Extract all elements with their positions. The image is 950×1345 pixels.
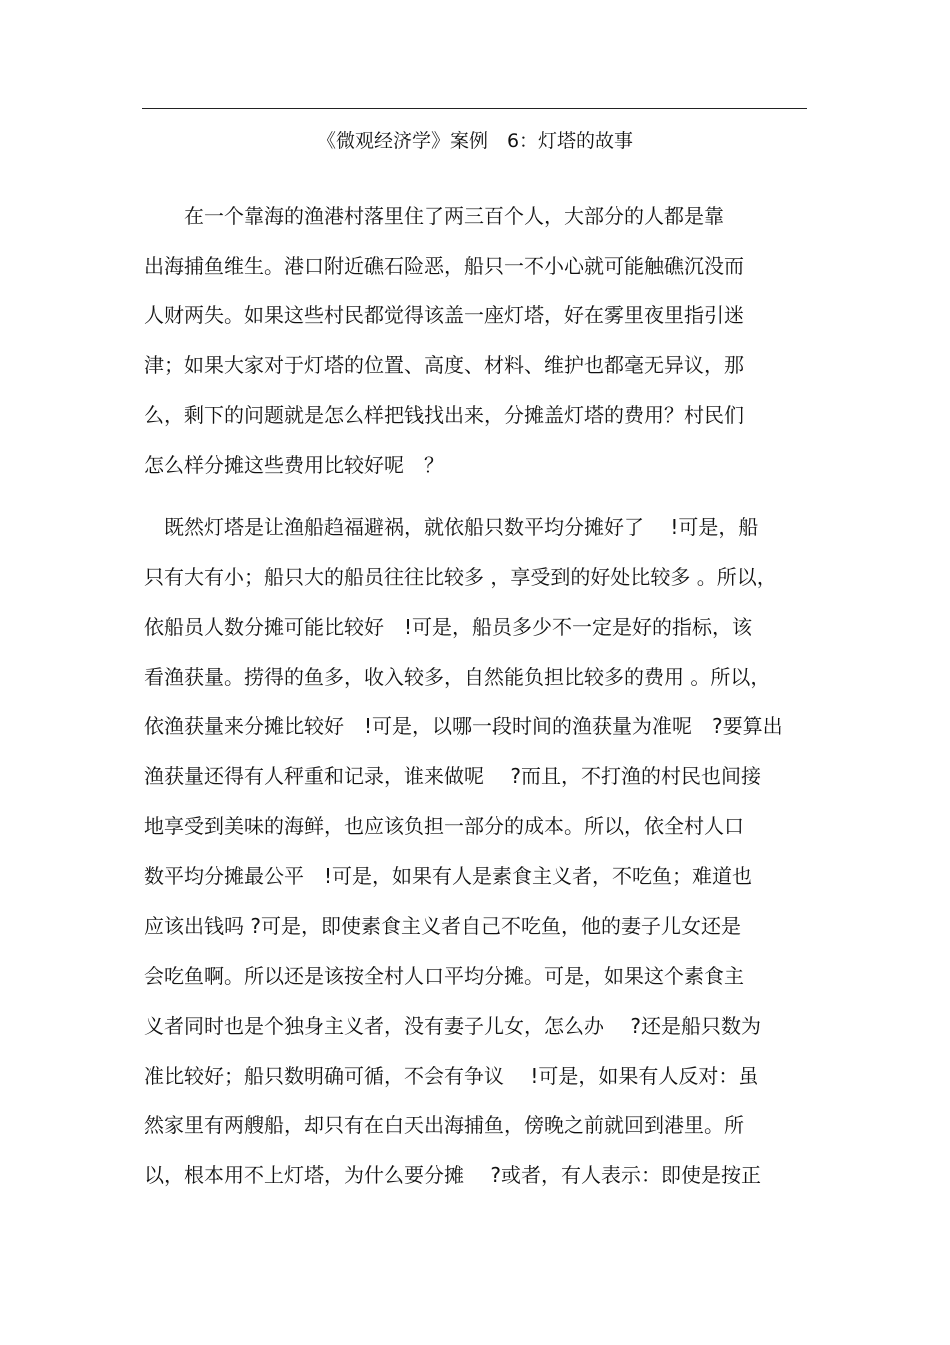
- document-title: 《微观经济学》案例 6：灯塔的故事: [316, 130, 634, 152]
- text-line: 依船员人数分摊可能比较好 !可是，船员多少不一定是好的指标，该: [144, 615, 753, 639]
- text-line: 会吃鱼啊。所以还是该按全村人口平均分摊。可是，如果这个素食主: [144, 964, 744, 988]
- text-line: 津；如果大家对于灯塔的位置、高度、材料、维护也都毫无异议，那: [144, 353, 744, 377]
- text-line: 地享受到美味的海鲜，也应该负担一部分的成本。所以，依全村人口: [144, 814, 744, 838]
- text-line: 义者同时也是个独身主义者，没有妻子儿女，怎么办 ?还是船只数为: [144, 1014, 761, 1038]
- text-line: 依渔获量来分摊比较好 !可是，以哪一段时间的渔获量为准呢 ?要算出: [144, 714, 783, 738]
- text-line: 出海捕鱼维生。港口附近礁石险恶，船只一不小心就可能触礁沉没而: [144, 254, 744, 278]
- text-line: 么，剩下的问题就是怎么样把钱找出来，分摊盖灯塔的费用？村民们: [144, 403, 744, 427]
- top-rule: [142, 108, 807, 109]
- text-line: 然家里有两艘船，却只有在白天出海捕鱼，傍晚之前就回到港里。所: [144, 1113, 744, 1137]
- text-line: 在一个靠海的渔港村落里住了两三百个人，大部分的人都是靠: [144, 204, 724, 228]
- text-line: 看渔获量。捞得的鱼多，收入较多，自然能负担比较多的费用 。所以，: [144, 665, 771, 689]
- text-line: 怎么样分摊这些费用比较好呢 ？: [144, 453, 444, 477]
- text-line: 人财两失。如果这些村民都觉得该盖一座灯塔，好在雾里夜里指引迷: [144, 303, 744, 327]
- text-line: 准比较好；船只数明确可循，不会有争议 !可是，如果有人反对：虽: [144, 1064, 759, 1088]
- text-line: 既然灯塔是让渔船趋福避祸，就依船只数平均分摊好了 !可是，船: [144, 515, 759, 539]
- text-line: 只有大有小；船只大的船员往往比较多 ，享受到的好处比较多 。所以，: [144, 565, 777, 589]
- text-line: 渔获量还得有人秤重和记录，谁来做呢 ?而且，不打渔的村民也间接: [144, 764, 761, 788]
- text-line: 应该出钱吗 ?可是，即使素食主义者自己不吃鱼，他的妻子儿女还是: [144, 914, 741, 938]
- text-line: 数平均分摊最公平 !可是，如果有人是素食主义者，不吃鱼；难道也: [144, 864, 753, 888]
- text-line: 以，根本用不上灯塔，为什么要分摊 ?或者，有人表示：即使是按正: [144, 1163, 761, 1187]
